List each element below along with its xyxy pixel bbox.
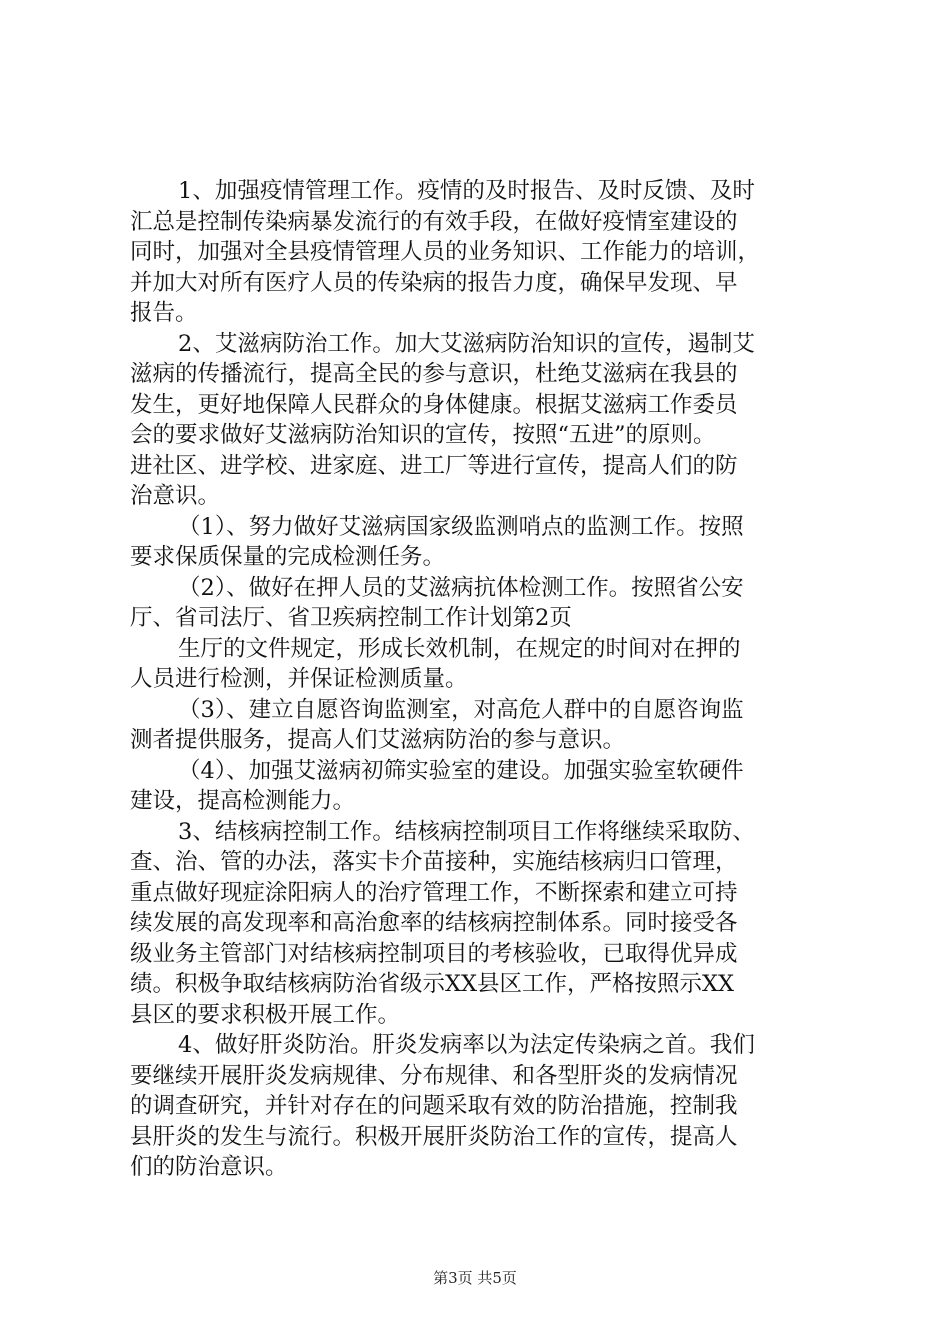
text-line: （1）、努力做好艾滋病国家级监测哨点的监测工作。按照 xyxy=(178,513,744,540)
text-line: 查、治、管的办法，落实卡介苗接种，实施结核病归口管理， xyxy=(130,849,738,875)
text-line: 报告。 xyxy=(130,300,198,326)
text-line: 会的要求做好艾滋病防治知识的宣传，按照“五进”的原则。 xyxy=(130,422,716,448)
text-line: 3、结核病控制工作。结核病控制项目工作将继续采取防、 xyxy=(178,818,755,845)
text-line: （4）、加强艾滋病初筛实验室的建设。加强实验室软硬件 xyxy=(178,757,744,784)
text-line: 2、艾滋病防治工作。加大艾滋病防治知识的宣传，遏制艾 xyxy=(178,330,755,357)
text-line: 4、做好肝炎防治。肝炎发病率以为法定传染病之首。我们 xyxy=(178,1032,755,1058)
text-line: 并加大对所有医疗人员的传染病的报告力度，确保早发现、早 xyxy=(130,269,738,296)
document-body xyxy=(130,176,830,1183)
text-line: 治意识。 xyxy=(130,483,221,509)
text-line: 进社区、进学校、进家庭、进工厂等进行宣传，提高人们的防 xyxy=(130,452,738,479)
text-line: 1、加强疫情管理工作。疫情的及时报告、及时反馈、及时 xyxy=(178,178,755,204)
text-line: 县肝炎的发生与流行。积极开展肝炎防治工作的宣传，提高人 xyxy=(130,1123,738,1150)
text-line: 续发展的高发现率和高治愈率的结核病控制体系。同时接受各 xyxy=(130,910,738,936)
text-line: 同时，加强对全县疫情管理人员的业务知识、工作能力的培训， xyxy=(130,239,761,265)
text-line: 发生，更好地保障人民群众的身体健康。根据艾滋病工作委员 xyxy=(130,391,738,418)
text-line: 人员进行检测，并保证检测质量。 xyxy=(130,666,468,692)
text-line: 级业务主管部门对结核病控制项目的考核验收，已取得优异成 xyxy=(130,940,738,967)
text-line: 要继续开展肝炎发病规律、分布规律、和各型肝炎的发病情况 xyxy=(130,1062,738,1089)
text-line: 建设，提高检测能力。 xyxy=(130,788,356,814)
text-line: 生厅的文件规定，形成长效机制，在规定的时间对在押的 xyxy=(178,635,741,662)
text-line: 滋病的传播流行，提高全民的参与意识，杜绝艾滋病在我县的 xyxy=(130,361,738,387)
text-line: （2）、做好在押人员的艾滋病抗体检测工作。按照省公安 xyxy=(178,574,744,601)
text-line: 重点做好现症涂阳病人的治疗管理工作，不断探索和建立可持 xyxy=(130,879,738,906)
text-line: （3）、建立自愿咨询监测室，对高危人群中的自愿咨询监 xyxy=(178,696,744,723)
text-line: 汇总是控制传染病暴发流行的有效手段，在做好疫情室建设的 xyxy=(130,208,738,235)
text-line: 们的防治意识。 xyxy=(130,1154,288,1180)
text-line: 绩。积极争取结核病防治省级示XX县区工作，严格按照示XX xyxy=(130,971,735,997)
text-line: 县区的要求积极开展工作。 xyxy=(130,1001,401,1028)
text-line: 测者提供服务，提高人们艾滋病防治的参与意识。 xyxy=(130,727,626,753)
text-line: 的调查研究，并针对存在的问题采取有效的防治措施，控制我 xyxy=(130,1093,738,1119)
text-line: 要求保质保量的完成检测任务。 xyxy=(130,544,446,570)
page-footer: 第3页 共5页 xyxy=(433,1269,517,1287)
text-line: 厅、省司法厅、省卫疾病控制工作计划第2页 xyxy=(130,605,572,631)
